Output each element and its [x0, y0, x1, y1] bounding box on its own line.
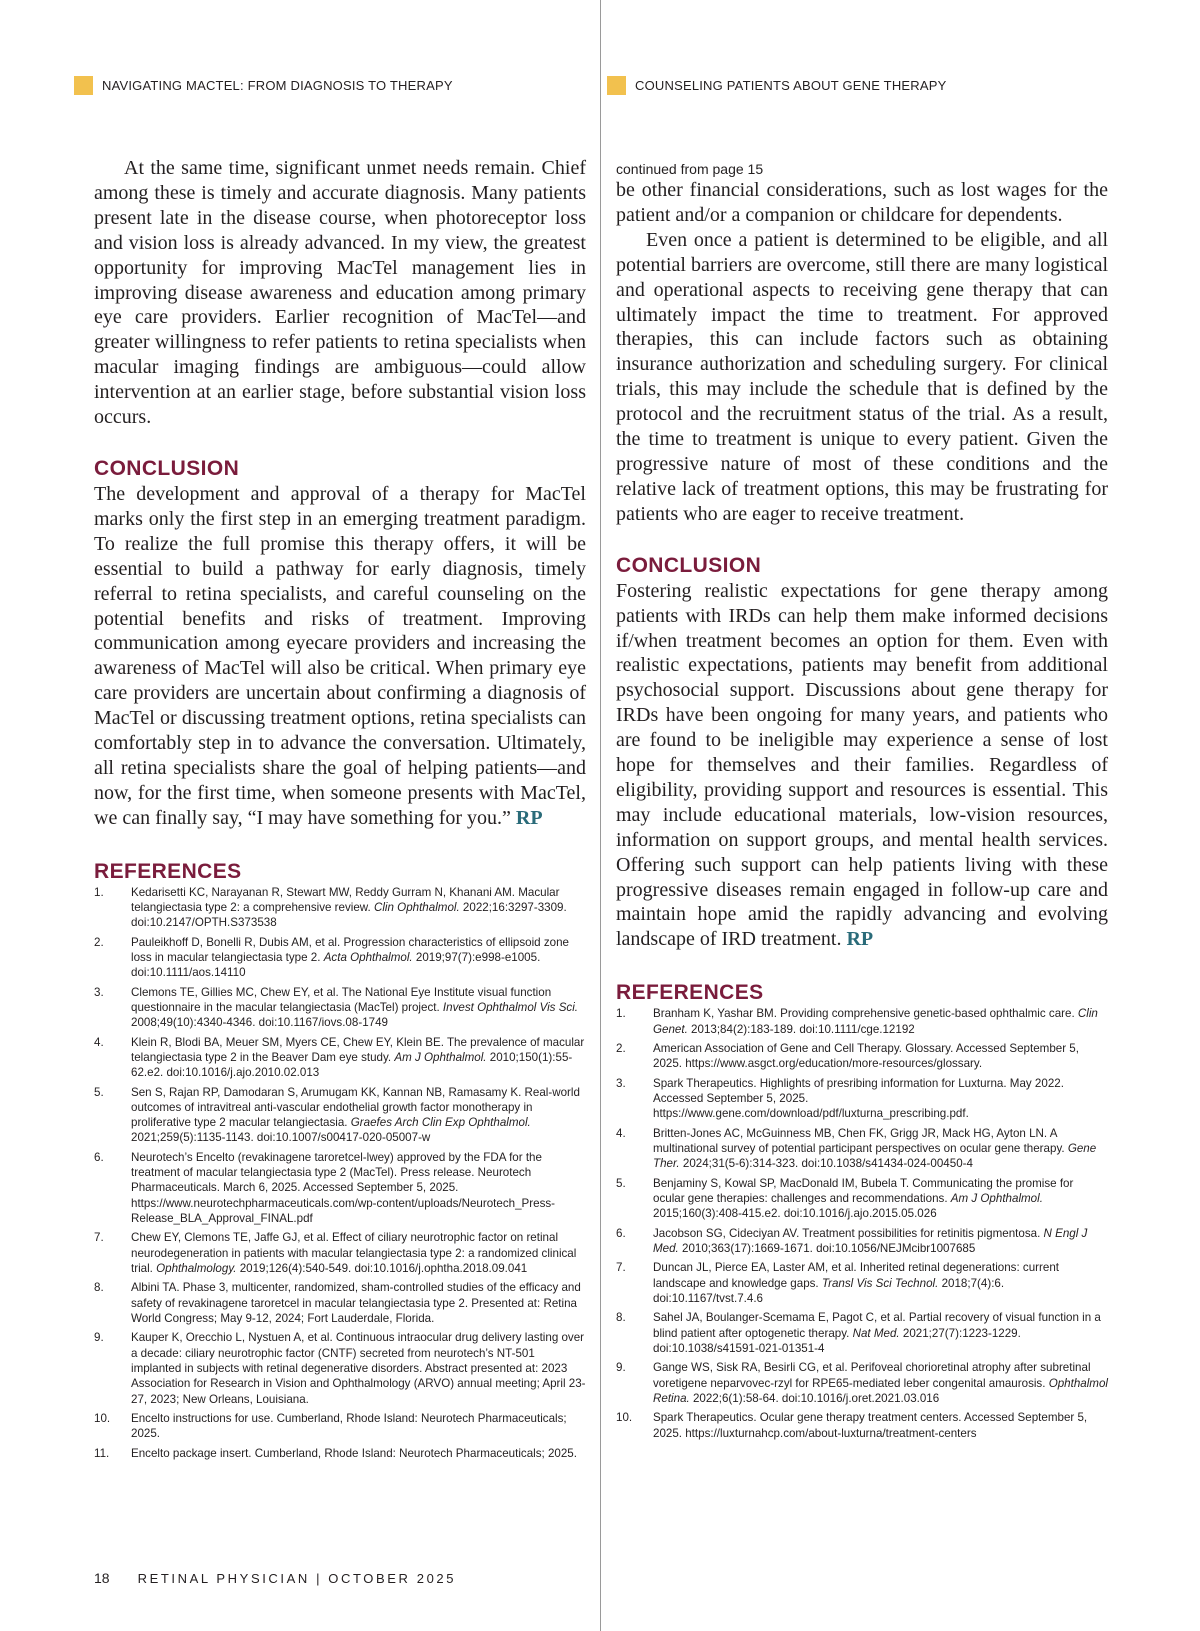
- right-body: [616, 178, 1108, 527]
- reference-text: [131, 985, 586, 1031]
- reference-number: 2.: [94, 935, 104, 949]
- reference-journal: Ophthalmology.: [156, 1262, 237, 1276]
- left-paragraph-1: At the same time, significant unmet needs remain. Chief among these is timely and accurate diagnosis. Many patients present late in the disease course, when photoreceptor loss and vision loss is already advanced. In my view, the greatest opportunity for improving MacTel management lies in improving disease awareness and education among primary eye care providers. Earlier recognition of MacTel—and greater willingness to refer patients to retina specialists when macular imaging findings are ambiguous—could allow intervention at an earlier stage, before substantial vision loss occurs.: [94, 157, 586, 429]
- reference-number: 4.: [94, 1035, 104, 1049]
- reference-number: 9.: [94, 1331, 104, 1345]
- reference-text: [653, 1126, 1108, 1172]
- reference-text: [653, 1360, 1108, 1406]
- reference-text: [653, 1260, 1108, 1306]
- right-references-heading: REFERENCES: [616, 981, 764, 1005]
- left-conclusion-body: [94, 482, 586, 831]
- reference-citation: Encelto instructions for use. Cumberland, Rhode Island: Neurotech Pharmaceuticals; 2025.: [131, 1412, 567, 1441]
- reference-number: 9.: [616, 1361, 626, 1375]
- reference-item: [94, 1446, 586, 1461]
- reference-text: [653, 1410, 1108, 1441]
- left-references-list: [94, 885, 586, 1461]
- reference-citation: Clemons TE, Gillies MC, Chew EY, et al. The National Eye Institute visual function questionnaire in the macular telangiectasia (MacTel) project.: [131, 985, 552, 1014]
- column-divider: [600, 0, 601, 1631]
- reference-journal: Transl Vis Sci Technol.: [821, 1276, 939, 1290]
- reference-details: 2008;49(10):4340-4346. doi:10.1167/iovs.08-1749: [131, 1016, 388, 1030]
- reference-citation: Pauleikhoff D, Bonelli R, Dubis AM, et al. Progression characteristics of ellipsoid zone loss in macular telangiectasia type 2.: [131, 935, 569, 964]
- left-conclusion-heading: CONCLUSION: [94, 456, 240, 480]
- reference-journal: Invest Ophthalmol Vis Sci.: [442, 1000, 579, 1014]
- reference-text: [131, 1230, 586, 1276]
- reference-text: [653, 1006, 1108, 1037]
- reference-journal: Ophthalmol Retina.: [653, 1376, 1108, 1405]
- reference-citation: Britten-Jones AC, McGuinness MB, Chen FK, Grigg JR, Mack HG, Ayton LN. A multinational survey of potential participant perspectives on ocular gene therapy.: [653, 1126, 1065, 1155]
- reference-number: 7.: [94, 1231, 104, 1245]
- reference-citation: American Association of Gene and Cell Therapy. Glossary. Accessed September 5, 2025. https://www.asgct.org/education/more-resources/glossary.: [653, 1041, 1079, 1071]
- reference-details: 2018;7(4):6. doi:10.1167/tvst.7.4.6: [653, 1276, 1005, 1305]
- reference-number: 11.: [94, 1446, 110, 1460]
- reference-citation: Albini TA. Phase 3, multicenter, randomized, sham-controlled studies of the efficacy and safety of revakinagene taroretcel in macular telangiectasia type 2. Presented at: Retina World Congress; May 9-12, 2024; Fort Lauderdale, Florida.: [131, 1281, 581, 1326]
- reference-details: 2019;126(4):540-549. doi:10.1016/j.ophtha.2018.09.041: [239, 1262, 528, 1276]
- reference-number: 2.: [616, 1041, 626, 1055]
- reference-number: 1.: [94, 885, 104, 899]
- left-column: [94, 156, 586, 1465]
- rp-end-mark: RP: [515, 806, 543, 829]
- reference-number: 8.: [616, 1311, 626, 1325]
- reference-item: [94, 1280, 586, 1326]
- reference-details: 2021;27(7):1223-1229. doi:10.1038/s41591-021-01351-4: [653, 1326, 1021, 1355]
- reference-journal: Graefes Arch Clin Exp Ophthalmol.: [350, 1116, 531, 1130]
- right-paragraph-2: Even once a patient is determined to be eligible, and all potential barriers are overcome, still there are many logistical and operational aspects to receiving gene therapy that can ultimately impact the time to treatment. For approved therapies, this can include factors such as obtaining insurance authorization and scheduling surgery. For clinical trials, this may include the schedule that is defined by the protocol and the recruitment status of the trial. As a result, the time to treatment is unique to every patient. Given the progressive nature of most of these conditions and the relative lack of treatment options, this may be frustrating for patients who are eager to receive treatment.: [616, 228, 1108, 525]
- reference-number: 3.: [94, 985, 104, 999]
- reference-number: 6.: [94, 1150, 104, 1164]
- right-references-list: [616, 1006, 1108, 1441]
- right-conclusion-heading: CONCLUSION: [616, 553, 762, 577]
- reference-text: [653, 1176, 1108, 1222]
- reference-details: 2010;363(17):1669-1671. doi:10.1056/NEJMcibr1007685: [682, 1241, 976, 1255]
- right-conclusion-paragraph: [616, 579, 1108, 953]
- reference-citation: Sahel JA, Boulanger-Scemama E, Pagot C, et al. Partial recovery of visual function in a blind patient after optogenetic therapy.: [653, 1311, 1101, 1340]
- reference-journal: Nat Med.: [852, 1326, 900, 1340]
- reference-details: 2022;6(1):58-64. doi:10.1016/j.oret.2021.03.016: [692, 1391, 940, 1405]
- reference-item: [616, 1260, 1108, 1306]
- reference-journal: Am J Ophthalmol.: [950, 1191, 1043, 1205]
- reference-text: [653, 1041, 1108, 1072]
- reference-citation: Klein R, Blodi BA, Meuer SM, Myers CE, Chew EY, Klein BE. The prevalence of macular telangiectasia type 2 in the Beaver Dam eye study.: [131, 1035, 585, 1064]
- reference-item: [94, 1230, 586, 1276]
- header-square-icon: [74, 76, 93, 95]
- reference-number: 4.: [616, 1126, 626, 1140]
- reference-number: 8.: [94, 1281, 104, 1295]
- left-header-title: NAVIGATING MACTEL: FROM DIAGNOSIS TO THERAPY: [102, 78, 453, 93]
- reference-details: 2015;160(3):408-415.e2. doi:10.1016/j.ajo.2015.05.026: [653, 1207, 937, 1221]
- header-square-icon: [607, 76, 626, 95]
- page-footer: [94, 1570, 456, 1586]
- reference-journal: Gene Ther.: [653, 1141, 1097, 1171]
- reference-number: 7.: [616, 1261, 626, 1275]
- right-conclusion-body: [616, 579, 1108, 953]
- reference-item: [94, 1035, 586, 1081]
- reference-item: [616, 1310, 1108, 1356]
- reference-item: [616, 1226, 1108, 1257]
- reference-citation: Encelto package insert. Cumberland, Rhode Island: Neurotech Pharmaceuticals; 2025.: [131, 1446, 577, 1460]
- reference-text: [131, 1446, 586, 1461]
- right-running-header: [607, 76, 946, 95]
- left-references-heading: REFERENCES: [94, 859, 242, 883]
- reference-details: 2024;31(5-6):314-323. doi:10.1038/s41434-024-00450-4: [682, 1157, 973, 1171]
- reference-details: 2022;16:3297-3309. doi:10.2147/OPTH.S373538: [131, 900, 567, 930]
- reference-item: [94, 1085, 586, 1146]
- left-running-header: [74, 76, 453, 95]
- magazine-name: RETINAL PHYSICIAN | OCTOBER 2025: [137, 1571, 457, 1586]
- reference-number: 5.: [94, 1085, 104, 1099]
- left-conclusion-paragraph: [94, 482, 586, 831]
- right-conclusion-text: Fostering realistic expectations for gene therapy among patients with IRDs can help them make informed decisions if/when treatment becomes an option for them. Even with realistic expectations, patients may benefit from additional psychosocial support. Discussions about gene therapy for IRDs have been ongoing for many years, and patients who are found to be ineligible may experience a sense of lost hope for themselves and their families. Regardless of eligibility, providing support and resources is essential. This may include educational materials, low-vision resources, information on support groups, and mental health services. Offering such support can help patients living with these progressive diseases remain engaged in follow-up care and maintain hope amid the rapidly advancing and evolving landscape of IRD treatment.: [616, 579, 1108, 951]
- reference-text: [131, 1330, 586, 1406]
- reference-item: [94, 985, 586, 1031]
- reference-number: 6.: [616, 1226, 626, 1240]
- reference-journal: Clin Genet.: [653, 1007, 1098, 1036]
- reference-citation: Jacobson SG, Cideciyan AV. Treatment possibilities for retinitis pigmentosa.: [653, 1226, 1041, 1240]
- left-conclusion-text: The development and approval of a therapy for MacTel marks only the first step in an emerging treatment paradigm. To realize the full promise this therapy offers, it will be essential to build a pathway for early diagnosis, timely referral to retina specialists, and careful counseling on the potential benefits and risks of treatment. Improving communication among eyecare providers and increasing the awareness of MacTel will also be critical. When primary eye care providers are uncertain about confirming a diagnosis of MacTel or discussing treatment options, retina specialists can comfortably step in to advance the conversation. Ultimately, all retina specialists share the goal of helping patients—and now, for the first time, when someone presents with MacTel, we can finally say, “I may have something for you.”: [94, 482, 586, 829]
- reference-item: [616, 1126, 1108, 1172]
- reference-item: [616, 1076, 1108, 1122]
- reference-text: [653, 1226, 1108, 1257]
- reference-citation: Neurotech’s Encelto (revakinagene taroretcel-lwey) approved by the FDA for the treatment of macular telangiectasia type 2 (MacTel). Press release. Neurotech Pharmaceuticals. March 6, 2025. Accessed September 5, 2025. https://www.neurotechpharmaceuticals.com/wp-content/uploads/Neurotech_Press-Release_BLA_Approval_FINAL.pdf: [131, 1150, 556, 1226]
- reference-journal: Acta Ophthalmol.: [323, 950, 413, 964]
- right-column: [616, 156, 1108, 1445]
- reference-text: [131, 935, 586, 981]
- page-number: 18: [94, 1570, 110, 1586]
- reference-details: 2010;150(1):55-62.e2. doi:10.1016/j.ajo.2010.02.013: [131, 1050, 573, 1080]
- reference-text: [131, 1085, 586, 1146]
- reference-item: [616, 1410, 1108, 1441]
- reference-details: 2021;259(5):1135-1143. doi:10.1007/s00417-020-05007-w: [131, 1131, 431, 1145]
- reference-text: [131, 1411, 586, 1442]
- reference-citation: Branham K, Yashar BM. Providing comprehensive genetic-based ophthalmic care.: [653, 1007, 1075, 1021]
- reference-citation: Spark Therapeutics. Ocular gene therapy treatment centers. Accessed September 5, 2025. https://luxturnahcp.com/about-luxturna/treatment-centers: [653, 1411, 1088, 1440]
- reference-text: [131, 885, 586, 931]
- reference-details: 2013;84(2):183-189. doi:10.1111/cge.12192: [691, 1022, 915, 1036]
- left-body: [94, 156, 586, 430]
- reference-journal: Clin Ophthalmol.: [373, 900, 460, 914]
- reference-citation: Benjaminy S, Kowal SP, MacDonald IM, Bubela T. Communicating the promise for ocular gene therapies: challenges and recommendations.: [653, 1176, 1074, 1205]
- reference-citation: Gange WS, Sisk RA, Besirli CG, et al. Perifoveal chorioretinal atrophy after subretinal voretigene neparvovec-rzyl for RPE65-mediated leber congenital amaurosis.: [653, 1361, 1091, 1390]
- reference-number: 5.: [616, 1176, 626, 1190]
- reference-number: 10.: [94, 1412, 111, 1425]
- reference-item: [616, 1360, 1108, 1406]
- reference-item: [94, 935, 586, 981]
- reference-text: [653, 1076, 1108, 1122]
- reference-item: [616, 1006, 1108, 1037]
- reference-citation: Sen S, Rajan RP, Damodaran S, Arumugam KK, Kannan NB, Ramasamy K. Real-world outcomes of intravitreal anti-vascular endothelial growth factor monotherapy in proliferative type 2 macular telangiectasia.: [131, 1085, 580, 1130]
- reference-citation: Kedarisetti KC, Narayanan R, Stewart MW, Reddy Gurram N, Khanani AM. Macular telangiectasia type 2: a comprehensive review.: [131, 885, 560, 914]
- reference-item: [94, 885, 586, 931]
- reference-journal: Am J Ophthalmol.: [394, 1050, 487, 1064]
- reference-number: 1.: [616, 1007, 626, 1021]
- reference-citation: Kauper K, Orecchio L, Nystuen A, et al. Continuous intraocular drug delivery lasting over a decade: ciliary neurotrophic factor (CNTF) secreted from neurotech’s NT-501 implanted in subjects with retinal degenerative disorders. Abstract presented at: 2023 Association for Research in Vision and Ophthalmology (ARVO) annual meeting; April 23-27, 2023; New Orleans, Louisiana.: [131, 1331, 586, 1406]
- reference-text: [653, 1310, 1108, 1356]
- reference-details: 2019;97(7):e998-e1005. doi:10.1111/aos.14110: [131, 950, 541, 980]
- reference-number: 10.: [616, 1411, 633, 1425]
- reference-item: [616, 1176, 1108, 1222]
- right-paragraph-1: be other financial considerations, such as lost wages for the patient and/or a companion or childcare for dependents.: [616, 179, 1108, 226]
- reference-item: [94, 1411, 586, 1442]
- reference-journal: N Engl J Med.: [653, 1226, 1088, 1255]
- reference-number: 3.: [616, 1076, 626, 1090]
- reference-text: [131, 1150, 586, 1226]
- continued-note: continued from page 15: [616, 161, 764, 177]
- reference-text: [131, 1280, 586, 1326]
- reference-item: [94, 1150, 586, 1226]
- rp-end-mark: RP: [846, 928, 874, 951]
- reference-citation: Chew EY, Clemons TE, Jaffe GJ, et al. Effect of ciliary neurotrophic factor on retinal neurodegeneration in patients with macular telangiectasia type 2: a randomized clinical trial.: [131, 1231, 577, 1276]
- reference-citation: Duncan JL, Pierce EA, Laster AM, et al. Inherited retinal degenerations: current landscape and knowledge gaps.: [653, 1261, 1060, 1290]
- reference-item: [94, 1330, 586, 1406]
- reference-item: [616, 1041, 1108, 1072]
- reference-citation: Spark Therapeutics. Highlights of presribing information for Luxturna. May 2022. Accessed September 5, 2025. https://www.gene.com/download/pdf/luxturna_prescribing.pdf.: [653, 1076, 1064, 1121]
- right-header-title: COUNSELING PATIENTS ABOUT GENE THERAPY: [635, 78, 947, 93]
- reference-text: [131, 1035, 586, 1081]
